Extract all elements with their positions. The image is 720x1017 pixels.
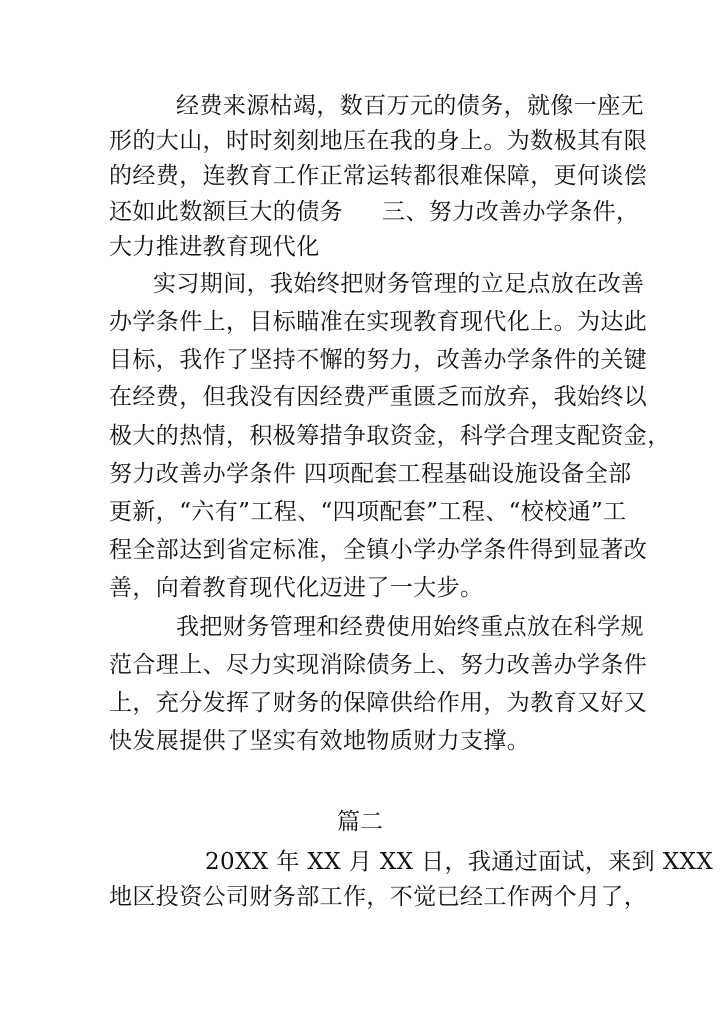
paragraph-line: 形的大山，时时刻刻地压在我的身上。为数极其有限 (109, 128, 648, 154)
paragraph-line: 目标，我作了坚持不懈的努力，改善办学条件的关键 (109, 347, 648, 373)
paragraph-line: 快发展提供了坚实有效地物质财力支撑。 (109, 728, 531, 754)
paragraph-line: 20XX 年 XX 月 XX 日，我通过面试，来到 XXX (205, 849, 714, 875)
paragraph-line: 我把财务管理和经费使用始终重点放在科学规 (176, 614, 644, 640)
paragraph-line: 实习期间，我始终把财务管理的立足点放在改善 (153, 271, 645, 297)
paragraph-line: 更新，“六有”工程、“四项配套”工程、“校校通”工 (109, 499, 627, 525)
paragraph-line: 的经费，连教育工作正常运转都很难保障，更何谈偿 (109, 163, 648, 189)
section-heading-line: 大力推进教育现代化 (109, 234, 320, 260)
paragraph-line: 善，向着教育现代化迈进了一大步。 (109, 575, 484, 601)
paragraph-line: 程全部达到省定标准，全镇小学办学条件得到显著改 (109, 537, 648, 563)
paragraph-line: 地区投资公司财务部工作，不觉已经工作两个月了， (109, 884, 648, 910)
section-heading-line: 三、努力改善办学条件， (382, 199, 640, 225)
paragraph-line: 经费来源枯竭，数百万元的债务，就像一座无 (176, 93, 644, 119)
section-title: 篇二 (337, 809, 383, 835)
paragraph-line: 范合理上、尽力实现消除债务上、努力改善办学条件 (109, 652, 648, 678)
paragraph-line: 上，充分发挥了财务的保障供给作用，为教育又好又 (109, 690, 648, 716)
paragraph-line: 在经费，但我没有因经费严重匮乏而放弃，我始终以 (109, 384, 648, 410)
paragraph-line: 办学条件上，目标瞄准在实现教育现代化上。为达此 (109, 309, 648, 335)
paragraph-line: 还如此数额巨大的债务 (109, 199, 343, 225)
paragraph-line: 努力改善办学条件 四项配套工程基础设施设备全部 (109, 461, 632, 487)
paragraph-line: 极大的热情，积极筹措争取资金，科学合理支配资金， (109, 423, 671, 449)
